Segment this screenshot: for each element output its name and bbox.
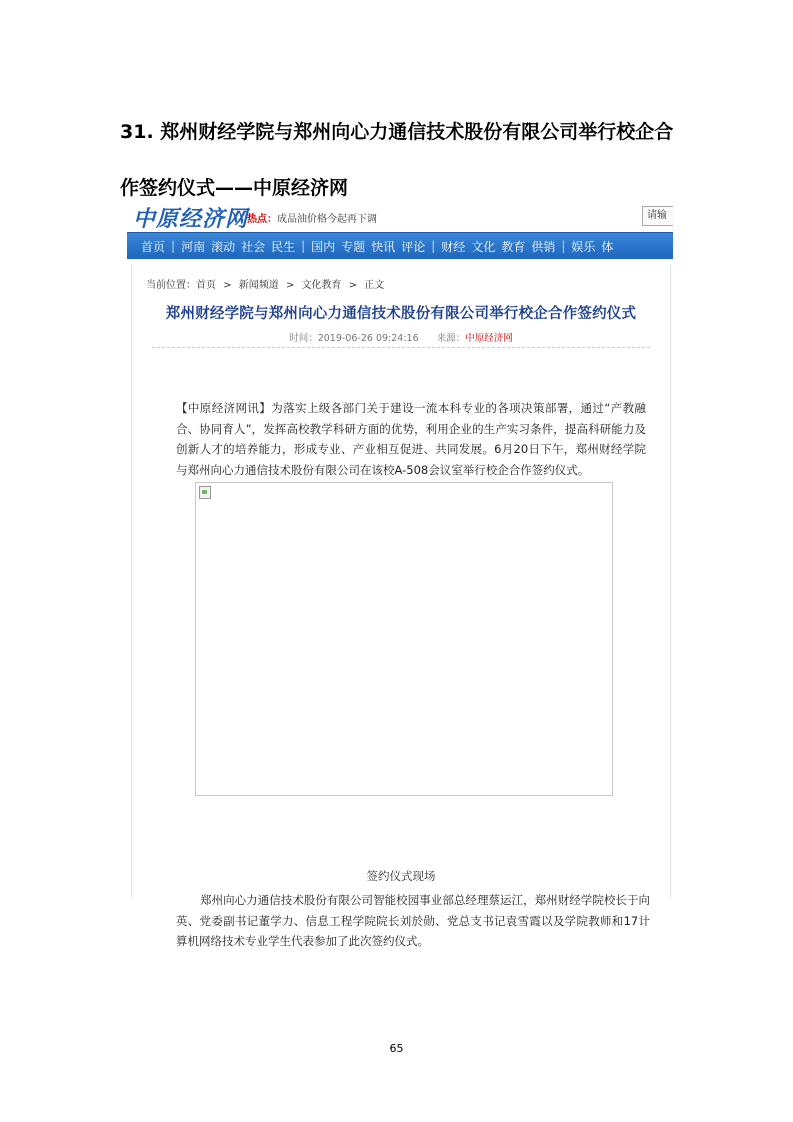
hot-news-link[interactable]: 成品油价格今起再下调: [277, 214, 377, 225]
breadcrumb-separator: >: [348, 280, 358, 291]
nav-separator: |: [561, 239, 566, 253]
main-nav: [127, 232, 673, 259]
publish-time: 2019-06-26 09:24:16: [317, 333, 419, 344]
nav-item-home[interactable]: 首页: [141, 239, 166, 254]
broken-image-icon: [199, 486, 211, 499]
nav-item-flash[interactable]: 快讯: [371, 239, 396, 254]
nav-item-sports[interactable]: 体: [601, 239, 614, 254]
breadcrumb-culture-education[interactable]: 文化教育: [301, 280, 342, 291]
page-number: 65: [389, 1042, 404, 1055]
nav-item-culture[interactable]: 文化: [471, 239, 496, 254]
nav-item-livelihood[interactable]: 民生: [271, 239, 296, 254]
image-caption: 签约仪式现场: [366, 869, 436, 883]
nav-item-rolling[interactable]: 滚动: [211, 239, 236, 254]
breadcrumb-home[interactable]: 当前位置：首页: [146, 280, 216, 291]
nav-item-entertainment[interactable]: 娱乐: [571, 239, 596, 254]
hot-label: 热点：: [247, 214, 277, 225]
article-headline: 郑州财经学院与郑州向心力通信技术股份有限公司举行校企合作签约仪式: [165, 306, 637, 322]
nav-item-comment[interactable]: 评论: [401, 239, 426, 254]
breadcrumb-news[interactable]: 新闻频道: [238, 280, 279, 291]
site-logo[interactable]: 中原经济网: [133, 206, 249, 232]
nav-item-education[interactable]: 教育: [501, 239, 526, 254]
nav-item-henan[interactable]: 河南: [181, 239, 206, 254]
nav-separator: |: [171, 239, 176, 253]
breadcrumb-separator: >: [223, 280, 232, 291]
breadcrumb-separator: >: [285, 280, 295, 291]
search-input[interactable]: 请输: [642, 206, 673, 226]
nav-item-special[interactable]: 专题: [341, 239, 366, 254]
nav-item-supply[interactable]: 供销: [531, 239, 556, 254]
source-label: 来源：: [436, 333, 466, 344]
site-header: [127, 200, 673, 232]
nav-separator: |: [431, 239, 436, 253]
time-label: 时间：: [289, 333, 318, 344]
article-image-placeholder: [195, 482, 613, 796]
breadcrumb-current: 正文: [364, 280, 385, 291]
lead-tag: 【中原经济网讯】: [176, 401, 272, 415]
meta-divider: [152, 347, 650, 348]
article-paragraph-1: [176, 398, 646, 480]
article-meta: [132, 330, 670, 344]
website-screenshot: [127, 200, 673, 948]
article-area: [131, 264, 671, 948]
source-link[interactable]: 中原经济网: [465, 333, 513, 344]
article-paragraph-2: 郑州向心力通信技术股份有限公司智能校园事业部总经理蔡运江，郑州财经学院校长于向英、党委副书记董学力、信息工程学院院长刘於勋、党总支书记袁雪霞以及学院教师和17计算机网络技术专业学生代表参加了此次签约仪式。: [176, 893, 650, 948]
nav-item-society[interactable]: 社会: [241, 239, 266, 254]
nav-item-domestic[interactable]: 国内: [311, 239, 336, 254]
document-title: 31. 郑州财经学院与郑州向心力通信技术股份有限公司举行校企合作签约仪式——中原经济网: [120, 121, 674, 199]
paragraph-1-text: 为落实上级各部门关于建设一流本科专业的各项决策部署，通过“产教融合、协同育人”，发挥高校教学科研方面的优势，利用企业的生产实习条件，提高科研能力及创新人才的培养能力，形成专业、产业相互促进、共同发展。6月20日下午，郑州财经学院与郑州向心力通信技术股份有限公司在该校A-508会议室举行校企合作签约仪式。: [176, 401, 646, 477]
nav-separator: |: [301, 239, 306, 253]
nav-item-finance[interactable]: 财经: [441, 239, 466, 254]
breadcrumb: [146, 276, 388, 291]
